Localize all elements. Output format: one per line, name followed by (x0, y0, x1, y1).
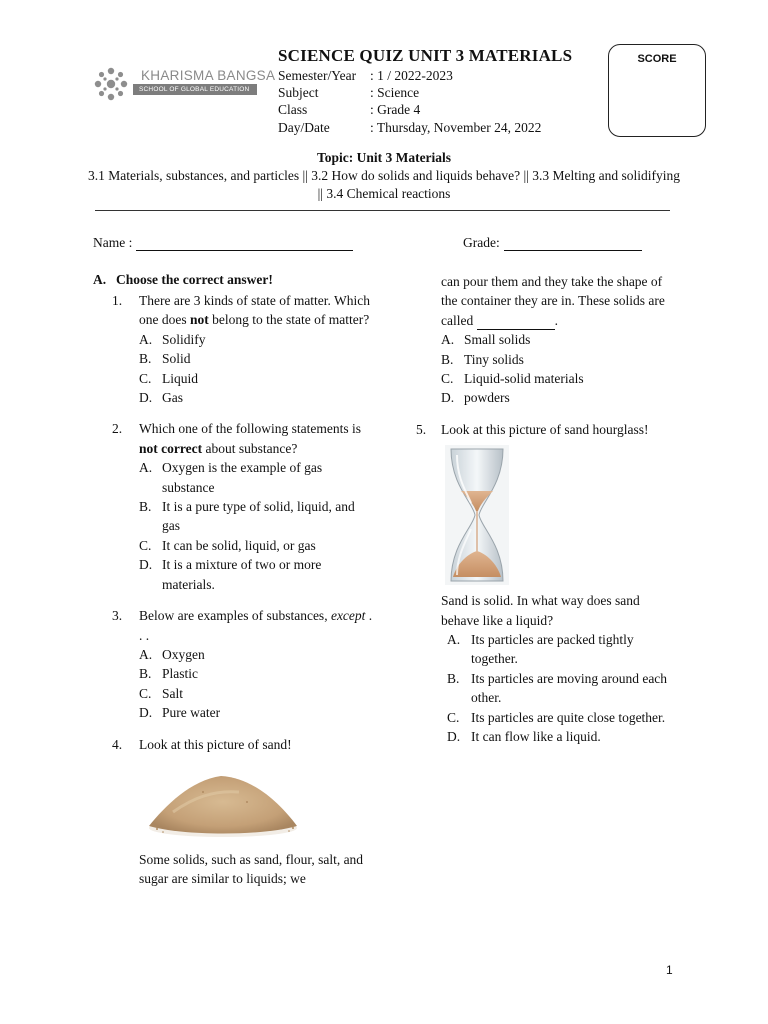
page-number: 1 (666, 963, 673, 977)
option[interactable]: C. Liquid-solid materials (441, 371, 584, 387)
sand-pile-image (143, 762, 301, 840)
name-field[interactable] (93, 235, 353, 251)
section-letter: A. (93, 272, 107, 287)
meta-label: Class (278, 102, 308, 118)
grade-blank-line[interactable] (504, 237, 642, 251)
option[interactable]: A. Oxygen (139, 646, 205, 662)
logo-school-name: KHARISMA BANGSA (141, 68, 276, 83)
meta-value: : 1 / 2022-2023 (370, 68, 453, 83)
question-5 (416, 420, 674, 747)
question-prompt: Look at this picture of sand hourglass! (441, 421, 649, 437)
option[interactable]: A. Small solids (441, 332, 531, 348)
option[interactable]: A. Its particles are packed tightly together. (447, 632, 634, 667)
question-1 (112, 291, 374, 407)
question-4 (112, 735, 374, 889)
option[interactable]: D. Gas (139, 390, 183, 406)
topic-heading: Topic: Unit 3 Materials (316, 150, 452, 165)
meta-label: Day/Date (278, 119, 330, 135)
option[interactable]: B. It is a pure type of solid, liquid, and gas (139, 499, 355, 534)
right-column (416, 272, 674, 747)
meta-label: Semester/Year (278, 68, 357, 83)
meta-row-subject (278, 84, 541, 101)
option[interactable]: C. Its particles are quite close together. (447, 709, 666, 725)
school-logo (92, 66, 276, 102)
question-text: Which one of the following statements is not correct about substance? (139, 421, 361, 456)
emphasis-text: not (190, 312, 209, 328)
option[interactable]: C. It can be solid, liquid, or gas (139, 537, 316, 553)
option[interactable]: D. powders (441, 390, 510, 406)
quiz-meta (278, 67, 541, 136)
option[interactable]: B. Plastic (139, 666, 198, 682)
question-number: 3. (112, 608, 123, 624)
question-number: 2. (112, 421, 123, 437)
meta-row-semester (278, 67, 541, 84)
header-divider (95, 210, 670, 211)
meta-row-class (278, 101, 541, 118)
name-label: Name : (93, 235, 133, 250)
question-prompt: Look at this picture of sand! (139, 736, 292, 752)
question-4-continued (416, 272, 674, 408)
score-label: SCORE (637, 53, 677, 65)
meta-row-date (278, 119, 541, 136)
answer-blank[interactable] (477, 316, 555, 330)
option[interactable]: B. Its particles are moving around each other. (447, 670, 668, 706)
section-title: Choose the correct answer! (116, 272, 273, 287)
name-blank-line[interactable] (136, 237, 353, 251)
option[interactable]: D. It is a mixture of two or more materials. (139, 557, 322, 592)
option[interactable]: B. Solid (139, 351, 191, 367)
option[interactable]: C. Salt (139, 685, 184, 701)
question-3 (112, 606, 374, 722)
meta-value: : Science (370, 85, 420, 101)
meta-value: : Thursday, November 24, 2022 (370, 119, 542, 135)
option[interactable]: D. Pure water (139, 705, 221, 721)
option[interactable]: B. Tiny solids (441, 351, 524, 367)
grade-label: Grade: (463, 235, 500, 250)
meta-value: : Grade 4 (370, 102, 421, 118)
question-text: can pour them and they take the shape of the container they are in. These solids are called . (441, 272, 674, 330)
option[interactable]: A. Oxygen is the example of gas substance (139, 460, 323, 495)
hourglass-image (445, 445, 509, 585)
emphasis-text: not correct (139, 440, 203, 456)
school-logo-icon (92, 66, 130, 102)
question-number: 5. (416, 421, 427, 437)
option[interactable]: D. It can flow like a liquid. (447, 729, 601, 745)
question-text: Some solids, such as sand, flour, salt, and sugar are similar to liquids; we (139, 851, 364, 887)
left-column (112, 291, 374, 889)
question-number: 4. (112, 736, 123, 752)
question-number: 1. (112, 293, 123, 308)
meta-label: Subject (278, 85, 319, 101)
option[interactable]: C. Liquid (139, 370, 198, 386)
score-box[interactable] (608, 44, 706, 137)
question-text: Sand is solid. In what way does sand behave like a liquid? (441, 593, 640, 628)
emphasis-text: except (330, 608, 366, 624)
grade-field[interactable] (463, 235, 642, 251)
question-2 (112, 419, 374, 594)
section-heading (93, 272, 273, 288)
option[interactable]: A. Solidify (139, 331, 206, 347)
question-text: There are 3 kinds of state of matter. Which one does not belong to the state of matter? (139, 293, 371, 328)
logo-tagline: SCHOOL OF GLOBAL EDUCATION (133, 84, 257, 95)
question-text: Below are examples of substances, except . . . (139, 608, 373, 643)
sub-topics: 3.1 Materials, substances, and particles || 3.2 How do solids and liquids behave? || 3.3 Melting and solidifying || 3.4 Chemical reactions (88, 168, 680, 201)
quiz-title: SCIENCE QUIZ UNIT 3 MATERIALS (278, 46, 573, 65)
